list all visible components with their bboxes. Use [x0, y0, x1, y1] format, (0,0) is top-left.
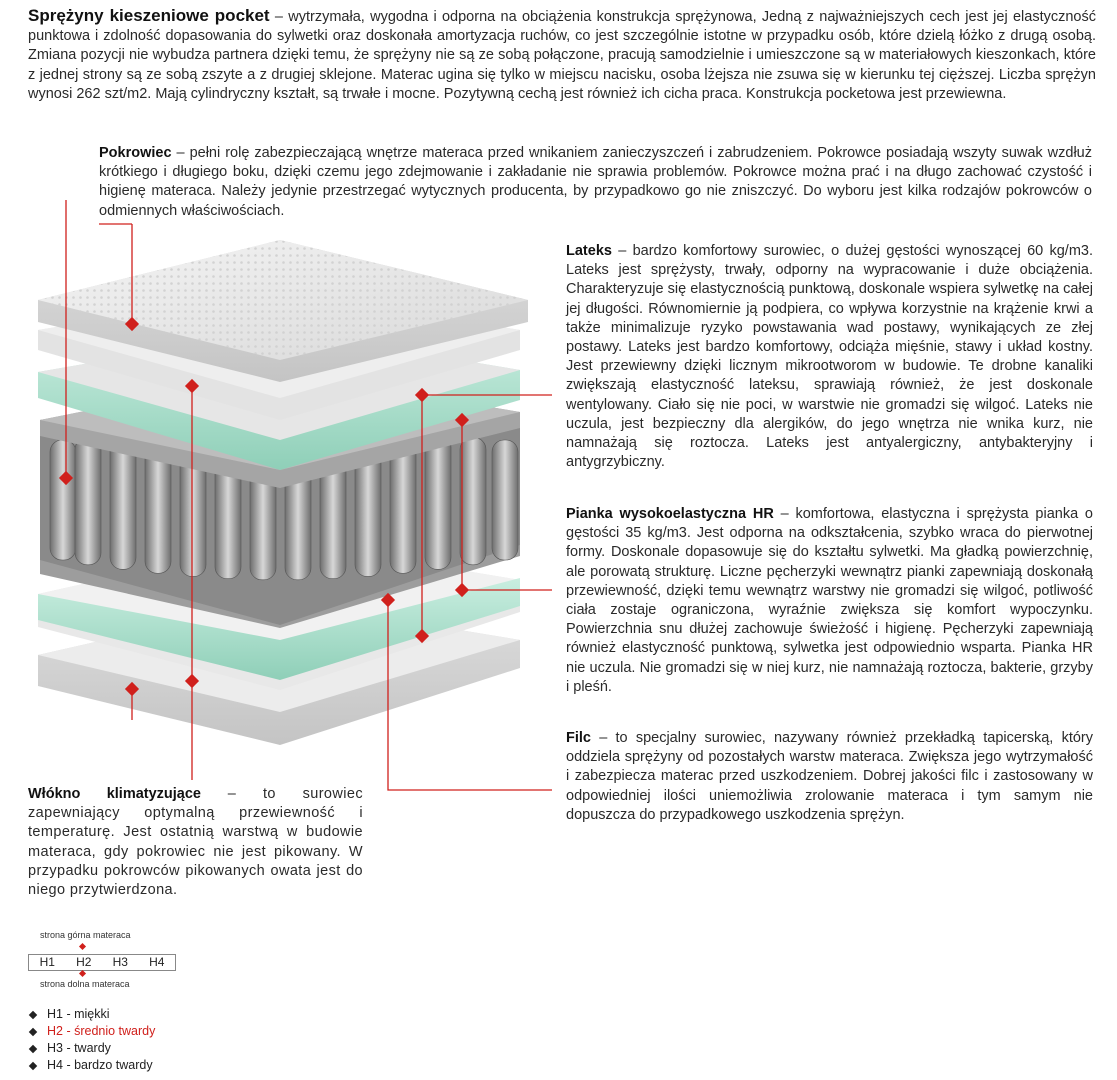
- pocket-spring: [50, 440, 76, 560]
- wlokno-body: – to surowiec zapewniający optymalną przewiewność i temperaturę. Jest ostatnią warstwą w budowie materaca, gdy pokrowiec nie jest pikowany. W przypadku pokrowców pikowanych owata jest do niego przytwierdzona.: [28, 786, 363, 899]
- bottom-hr-foam-layer: [38, 578, 520, 680]
- legend-item-label: H2 - średnio twardy: [47, 1024, 156, 1038]
- marker-diamond: [381, 593, 395, 607]
- scale-top-label: strona górna materaca: [40, 930, 131, 940]
- lateks-paragraph: [566, 242, 1093, 472]
- marker-diamond: [125, 682, 139, 696]
- top-felt-layer: [40, 372, 520, 488]
- pianka-callout-line: [462, 420, 552, 590]
- scale-level-h1: H1: [39, 955, 55, 969]
- pokrowiec-paragraph: [99, 144, 1092, 221]
- legend-item-h2: [30, 1023, 155, 1040]
- callout-lines: [66, 200, 552, 790]
- pocket-spring: [390, 433, 416, 573]
- diamond-icon: [29, 1044, 37, 1052]
- top-latex-layer: [38, 290, 520, 420]
- lateks-body: – bardzo komfortowy surowiec, o dużej gęstości wynoszącej 60 kg/m3. Lateks jest sprężysty, trwały, odporny na wypracowanie i duże obciążenia. Charakteryzuje się elastycznością punktową, doskonale wspiera sylwetkę na całej jej długości. Równomiernie ją podpiera, co wpływa korzystnie na krążenie krwi a także minimalizuje ryzyko powstawania wad postawy, wynikających ze złej postawy. Lateks jest bardzo komfortowy, odciąża mięśnie, stawy i układ kostny. Jest przewiewny dzięki licznym mikrootworom w budowie. Te drobne kanaliki zwiększają elastyczność lateksu, sprawiają również, że jest doskonale wentylowany. Ciało się nie poci, w warstwie nie gromadzi się wilgoć. Lateks nie uczula, jest bezpieczny dla alergików, do jego wnętrza nie wnika kurz, nie namnażają się roztocza. Lateks jest antyalergiczny, antybakteryjny i antygrzybiczny.: [566, 243, 1093, 471]
- pocket-spring: [285, 430, 311, 580]
- pocket-springs-layer: [40, 380, 520, 625]
- scale-level-h3: H3: [112, 955, 128, 969]
- top-marker-icon: [28, 942, 188, 954]
- marker-diamond: [185, 674, 199, 688]
- lateks-title: Lateks: [566, 243, 612, 259]
- diamond-icon: [29, 1061, 37, 1069]
- intro-paragraph: [28, 6, 1096, 104]
- diamond-icon: [29, 1027, 37, 1035]
- wlokno-title: Włókno klimatyzujące: [28, 786, 201, 802]
- scale-level-h2: H2: [76, 955, 92, 969]
- legend-item-h3: [30, 1040, 155, 1057]
- legend-item-label: H4 - bardzo twardy: [47, 1058, 153, 1072]
- scale-level-h4: H4: [149, 955, 165, 969]
- pianka-body: – komfortowa, elastyczna i sprężysta pianka o gęstości 35 kg/m3. Jest odporna na odkształcenia, szybko wraca do pierwotnej formy. Doskonale dopasowuje się do kształtu sylwetki. Ma gładką powierzchnię, ale porowatą strukturę. Liczne pęcherzyki wewnątrz pianki zapewniają doskonałą przewiewność, dzięki temu wewnątrz warstwy nie gromadzi się wilgoć, potliwość ciała zostaje ograniczona, wyraźnie zwiększa się komfort wypoczynku. Powierzchnia snu dłużej zachowuje świeżość i higienę. Pęcherzyki zapewniają również elastyczność punktową, sylwetka jest odpowiednio wsparta. Pianka HR nie uczula. Nie gromadzi się w niej kurz, nie namnażają roztocza, bakterie, grzyby i pleśń.: [566, 506, 1093, 695]
- legend-item-label: H3 - twardy: [47, 1041, 111, 1055]
- pocket-spring: [75, 438, 101, 565]
- pocket-spring: [492, 440, 518, 560]
- marker-diamond: [455, 413, 469, 427]
- marker-diamond: [415, 629, 429, 643]
- filc-paragraph: [566, 729, 1093, 825]
- bottom-cover-layer: [38, 600, 520, 745]
- intro-body: – wytrzymała, wygodna i odporna na obciążenia konstrukcja sprężynowa, Jedną z najważniejszych cech jest jej elastyczność punktowa i zdolność dopasowania do sylwetki oraz doskonała amortyzacja ruchów, co jest szczególnie istotne w przypadku osób, które dzielą łóżko z drugą osobą. Zmiana pozycji nie wybudza partnera dzięki temu, że sprężyny nie są ze sobą połączone, pracują samodzielnie i umieszczone są w materiałowych kieszonkach, które z jednej strony są ze sobą zszyte a z drugiej sklejone. Materac ugina się tylko w miejscu nacisku, osoba lżejsza nie zsuwa się w kierunku tej cięższej. Liczba sprężyn wynosi 262 szt/m2. Mają cylindryczny kształt, są trwałe i mocne. Pozytywną cechą jest również ich cicha praca. Konstrukcja pocketowa jest przewiewna.: [28, 9, 1096, 102]
- legend-item-label: H1 - miękki: [47, 1007, 110, 1021]
- marker-diamond: [59, 471, 73, 485]
- bottom-felt-layer: [40, 500, 520, 628]
- pocket-spring: [215, 431, 241, 579]
- pocket-spring: [320, 431, 346, 579]
- pianka-paragraph: [566, 505, 1093, 697]
- marker-diamond: [185, 379, 199, 393]
- filc-title: Filc: [566, 730, 591, 746]
- pokrowiec-body: – pełni rolę zabezpieczającą wnętrze materaca przed wnikaniem zanieczyszczeń i zabrudzeniem. Pokrowce posiadają wszyty suwak wzdłuż krótkiego i długiego boku, dzięki czemu jego zdejmowanie i zakładanie nie sprawia problemów. Pokrowce można prać i na długo zachować czystość i higienę materaca. Należy jedynie przestrzegać wytycznych producenta, by przypadkowo go nie zniszczyć. Do wyboru jest kilka rodzajów pokrowców o odmiennych właściwościach.: [99, 145, 1092, 219]
- legend-item-h4: [30, 1057, 155, 1074]
- pocket-spring: [180, 432, 206, 577]
- pocket-spring: [110, 435, 136, 569]
- legend-item-h1: [30, 1006, 155, 1023]
- callout-markers: [59, 317, 469, 696]
- pocket-spring: [145, 433, 171, 573]
- intro-title: Sprężyny kieszeniowe pocket: [28, 6, 270, 25]
- marker-diamond: [415, 388, 429, 402]
- marker-diamond: [455, 583, 469, 597]
- pocket-spring: [355, 432, 381, 577]
- pocket-spring: [250, 430, 276, 580]
- pocket-spring: [460, 438, 486, 565]
- pocket-spring: [425, 435, 451, 569]
- wlokno-paragraph: [28, 785, 363, 900]
- diamond-icon: [29, 1010, 37, 1018]
- scale-bottom-label: strona dolna materaca: [40, 979, 130, 989]
- top-cover-layer: [38, 240, 528, 382]
- top-hr-foam-layer: [38, 330, 520, 470]
- pokrowiec-title: Pokrowiec: [99, 145, 172, 161]
- hardness-legend: [30, 1006, 155, 1074]
- marker-diamond: [125, 317, 139, 331]
- filc-body: – to specjalny surowiec, nazywany również przekładką tapicerską, który oddziela sprężyny od pozostałych warstw materaca. Zwiększa jego wytrzymałość i zabezpiecza materac przed uszkodzeniem. Dobrej jakości filc i zastosowany w odpowiedniej ilości uniemożliwia zrolowanie materaca i tym samym nie dopuszcza do przypadkowego uszkodzenia sprężyn.: [566, 730, 1093, 823]
- bottom-latex-layer: [38, 540, 520, 690]
- filc-callout-line: [388, 600, 552, 790]
- pianka-title: Pianka wysokoelastyczna HR: [566, 506, 774, 522]
